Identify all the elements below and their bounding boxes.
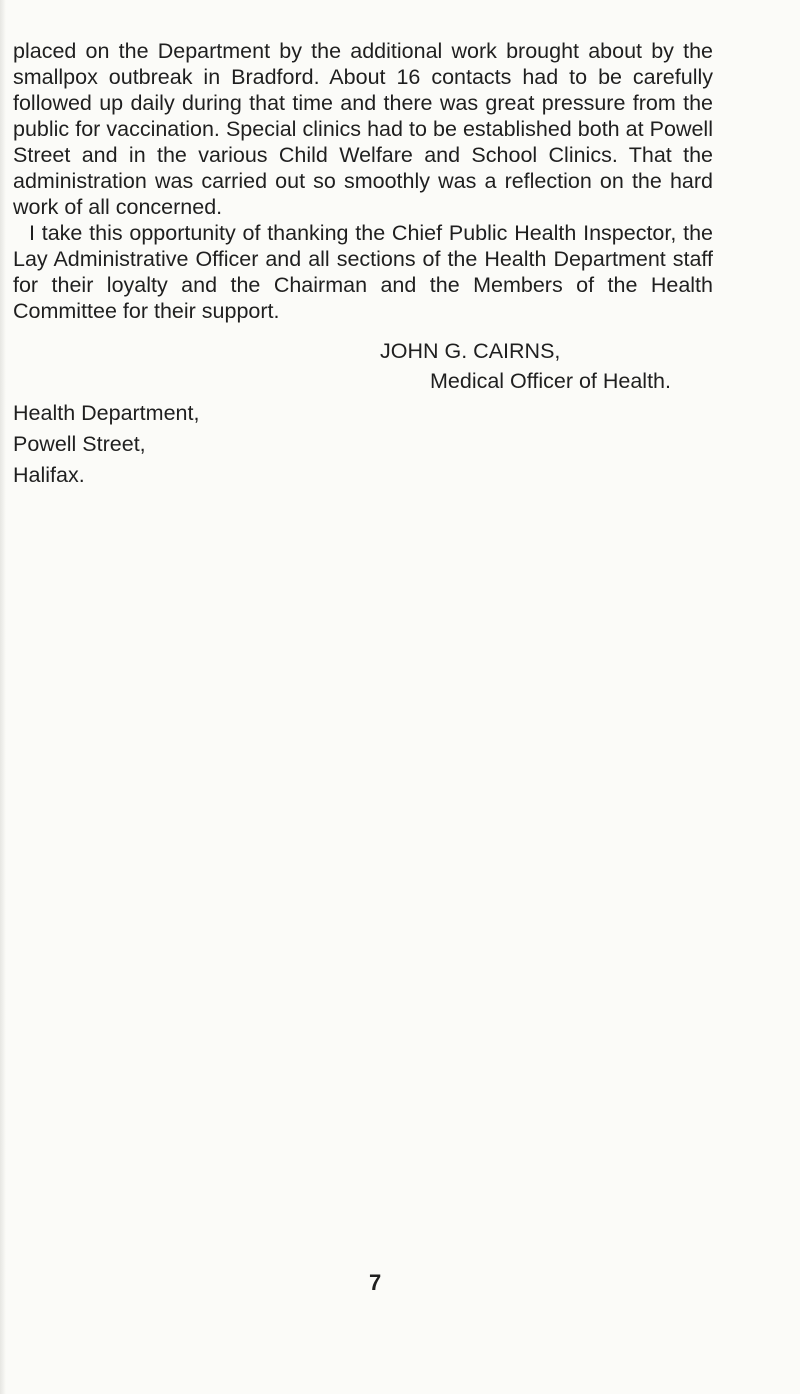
page-edge-shadow (0, 0, 6, 1394)
address-line-3: Halifax. (13, 463, 85, 487)
page-number: 7 (369, 1270, 382, 1295)
address-line-1: Health Department, (13, 401, 200, 425)
body-text (13, 38, 713, 324)
address-block (13, 398, 199, 491)
signatory-name: JOHN G. CAIRNS, (380, 339, 561, 363)
address-line-2: Powell Street, (13, 432, 146, 456)
signatory-title: Medical Officer of Health. (430, 369, 671, 393)
paragraph-1: placed on the Department by the additional work brought about by the smallpox outbreak in Bradford. About 16 contacts had to be carefully followed up daily during that time and there was great pressure from the public for vaccination. Special clinics had to be established both at Powell Street and in the various Child Welfare and School Clinics. That the administration was carried out so smoothly was a reflection on the hard work of all concerned. (13, 39, 713, 219)
paragraph-2: I take this opportunity of thanking the Chief Public Health Inspector, the Lay Administrative Officer and all sections of the Health Department staff for their loyalty and the Chairman and the Members of the Health Committee for their support. (13, 221, 713, 323)
